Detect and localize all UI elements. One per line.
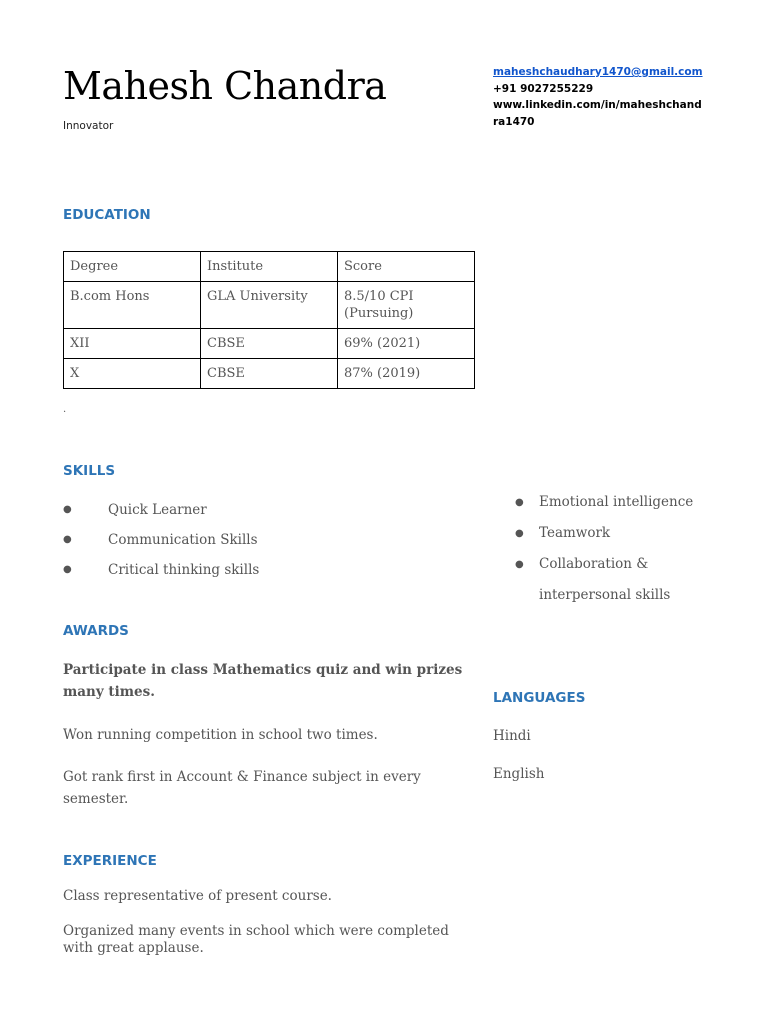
table-cell: 87% (2019): [338, 359, 475, 389]
bullet-icon: ●: [63, 534, 72, 545]
bullet-icon: ●: [63, 564, 72, 575]
list-item: [515, 549, 715, 580]
language-item: Hindi: [493, 728, 531, 744]
award-item: Got rank first in Account & Finance subject in every semester.: [63, 769, 421, 807]
skills-heading: SKILLS: [63, 463, 116, 479]
table-header-cell: Degree: [64, 252, 201, 282]
table-header-cell: Score: [338, 252, 475, 282]
skill-label: Teamwork: [539, 525, 611, 541]
table-row: [64, 329, 475, 359]
bullet-icon: ●: [515, 528, 524, 539]
list-item-continuation: [515, 580, 715, 611]
list-item: [63, 560, 443, 590]
contact-block: [493, 64, 703, 130]
skill-label: Emotional intelligence: [539, 494, 694, 510]
skills-list-right: [515, 487, 715, 611]
table-cell: GLA University: [201, 282, 338, 329]
bullet-icon: ●: [515, 497, 524, 508]
list-item: [515, 487, 715, 518]
skill-label: Communication Skills: [108, 532, 258, 548]
experience-item: Class representative of present course.: [63, 888, 332, 904]
list-item: [63, 500, 443, 530]
experience-heading: EXPERIENCE: [63, 853, 157, 869]
skills-list-left: [63, 500, 443, 590]
skill-label: Quick Learner: [108, 502, 207, 518]
table-header-cell: Institute: [201, 252, 338, 282]
education-heading: EDUCATION: [63, 207, 151, 223]
table-cell: 69% (2021): [338, 329, 475, 359]
table-row: [64, 359, 475, 389]
tagline: Innovator: [63, 120, 114, 132]
education-table: [63, 251, 475, 389]
linkedin-url: www.linkedin.com/in/maheshchandra1470: [493, 99, 702, 128]
table-cell: CBSE: [201, 359, 338, 389]
skill-label: Collaboration &: [539, 556, 649, 572]
award-item: Won running competition in school two times.: [63, 727, 378, 743]
table-cell: 8.5/10 CPI (Pursuing): [338, 282, 475, 329]
skill-label: Critical thinking skills: [108, 562, 260, 578]
table-cell: XII: [64, 329, 201, 359]
table-row: [64, 282, 475, 329]
table-cell: CBSE: [201, 329, 338, 359]
table-header-row: [64, 252, 475, 282]
language-item: English: [493, 766, 545, 782]
table-cell: B.com Hons: [64, 282, 201, 329]
award-item: Participate in class Mathematics quiz and win prizes many times.: [63, 662, 463, 700]
awards-heading: AWARDS: [63, 623, 129, 639]
skill-label: interpersonal skills: [539, 587, 671, 603]
list-item: [515, 518, 715, 549]
email-link[interactable]: maheshchaudhary1470@gmail.com: [493, 66, 703, 78]
trailing-dot: .: [63, 404, 67, 415]
candidate-name: Mahesh Chandra: [63, 64, 387, 108]
phone-number: +91 9027255229: [493, 82, 594, 95]
bullet-icon: ●: [515, 559, 524, 570]
languages-heading: LANGUAGES: [493, 690, 586, 706]
list-item: [63, 530, 443, 560]
bullet-icon: ●: [63, 504, 72, 515]
experience-item: Organized many events in school which were completed with great applause.: [63, 923, 449, 956]
table-cell: X: [64, 359, 201, 389]
